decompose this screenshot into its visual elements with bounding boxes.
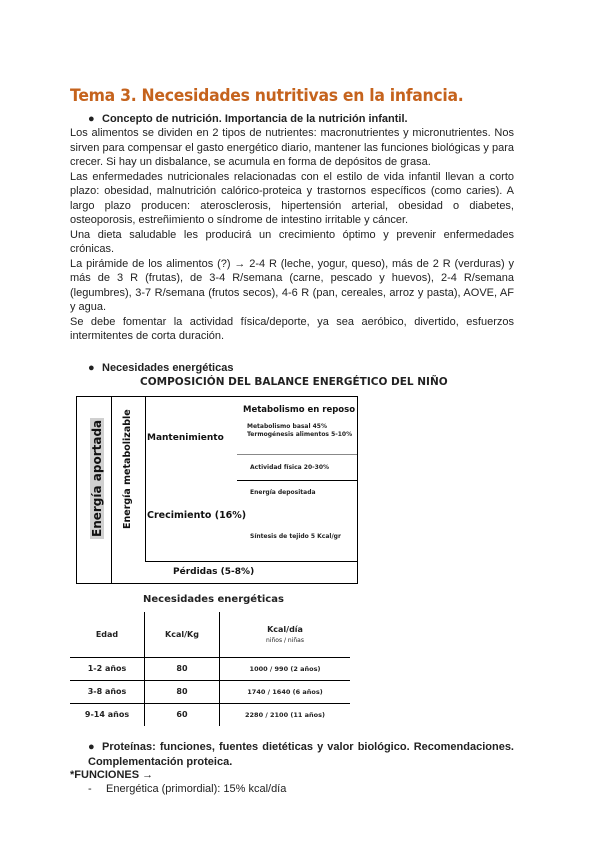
divider [237, 454, 357, 455]
dash-icon: - [88, 783, 92, 795]
energy-needs-table [70, 612, 350, 726]
header-kcal-kg: Kcal/Kg [145, 612, 220, 657]
section-heading-nutrition [88, 113, 408, 125]
section-heading-text: Necesidades energéticas [102, 362, 234, 374]
cell-edad: 9-14 años [84, 710, 130, 720]
label-energia-depositada: Energía depositada [250, 489, 316, 496]
label-metabolismo-basal: Metabolismo basal 45% [247, 423, 327, 430]
paragraph: La pirámide de los alimentos (?) → 2-4 R (leche, yogur, queso), más de 2 R (verduras) y más de 3 R (frutas), de 3-4 R/semana (carne, pescado y huevos), 2-4 R/semana (legumbres), 3-7 R/semana (frutos secos), 4-6 R (pan, cereales, arroz y pasta), AOVE, AF y agua. [70, 257, 514, 313]
table-row [70, 703, 350, 726]
table-header-row [70, 612, 350, 657]
label-crecimiento: Crecimiento (16%) [147, 510, 247, 521]
section-heading-text: Concepto de nutrición. Importancia de la nutrición infantil. [102, 113, 408, 125]
label-energia-aportada: Energía aportada [90, 419, 104, 537]
label-actividad-fisica: Actividad física 20-30% [250, 464, 330, 471]
cell-edad: 1-2 años [87, 664, 127, 673]
header-kcal-dia [220, 612, 351, 657]
table-row [70, 680, 350, 703]
section-heading-text: Proteínas: funciones, fuentes dietéticas y valor biológico. Recomendaciones. Complementación proteica. [88, 741, 514, 768]
cell-kcal-kg: 80 [145, 680, 220, 703]
page-title: Tema 3. Necesidades nutritivas en la infancia. [70, 86, 464, 106]
cell-kcal-dia: 1740 / 1640 (6 años) [220, 680, 351, 703]
paragraph: Se debe fomentar la actividad física/deporte, ya sea aeróbico, divertido, esfuerzos intermitentes de corta duración. [70, 315, 514, 342]
paragraph: Una dieta saludable les producirá un crecimiento óptimo y prevenir enfermedades crónicas. [70, 228, 514, 255]
bullet-icon: ● [88, 741, 95, 753]
section-body-nutrition [70, 126, 514, 344]
section-heading-energy [88, 362, 233, 374]
paragraph: Los alimentos se dividen en 2 tipos de nutrientes: macronutrientes y micronutrientes. Nos sirven para compensar el gasto energético diario, mantener las funciones biológicas y para crecer. Si hay un disbalance, se acumula en forma de depósitos de grasa. [70, 127, 514, 168]
cell-kcal-kg: 80 [145, 657, 220, 680]
divider [111, 397, 112, 583]
paragraph: Las enfermedades nutricionales relacionadas con el estilo de vida infantil llevan a corto plazo: obesidad, malnutrición calórico-proteica y trastornos específicos (como caries). A largo plazo producen: aterosclerosis, hipertensión arterial, obesidad o diabetes, osteoporosis, estreñimiento o síndrome de intestino irritable y cáncer. [70, 170, 514, 226]
cell-kcal-dia: 1000 / 990 (2 años) [220, 657, 351, 680]
header-kcal-dia-label: Kcal/día [267, 624, 303, 634]
label-perdidas: Pérdidas (5-8%) [173, 567, 255, 577]
cell-kcal-kg: 60 [145, 703, 220, 726]
label-sintesis-tejido: Síntesis de tejido 5 Kcal/gr [250, 533, 341, 540]
bullet-icon: ● [88, 113, 95, 125]
header-edad: Edad [95, 629, 119, 639]
energy-balance-diagram [76, 396, 358, 584]
label-energia-metabolizable: Energía metabolizable [122, 409, 133, 529]
label-mantenimiento: Mantenimiento [147, 433, 224, 443]
list-item-text: Energética (primordial): 15% kcal/día [106, 783, 287, 795]
label-metabolismo-reposo: Metabolismo en reposo [243, 405, 356, 415]
divider [237, 480, 357, 481]
bullet-icon: ● [88, 362, 95, 374]
cell-kcal-dia: 2280 / 2100 (11 años) [220, 703, 351, 726]
cell-edad: 3-8 años [87, 687, 127, 696]
table-row [70, 657, 350, 680]
header-kcal-dia-sub: niños / niñas [266, 636, 304, 644]
label-termogenesis: Termogénesis alimentos 5-10% [247, 431, 353, 438]
table-caption: Necesidades energéticas [143, 594, 284, 605]
diagram-title: COMPOSICIÓN DEL BALANCE ENERGÉTICO DEL NIÑO [140, 376, 448, 388]
list-item [88, 783, 286, 795]
section-heading-proteins [88, 740, 514, 769]
funciones-label: *FUNCIONES → [70, 769, 154, 781]
